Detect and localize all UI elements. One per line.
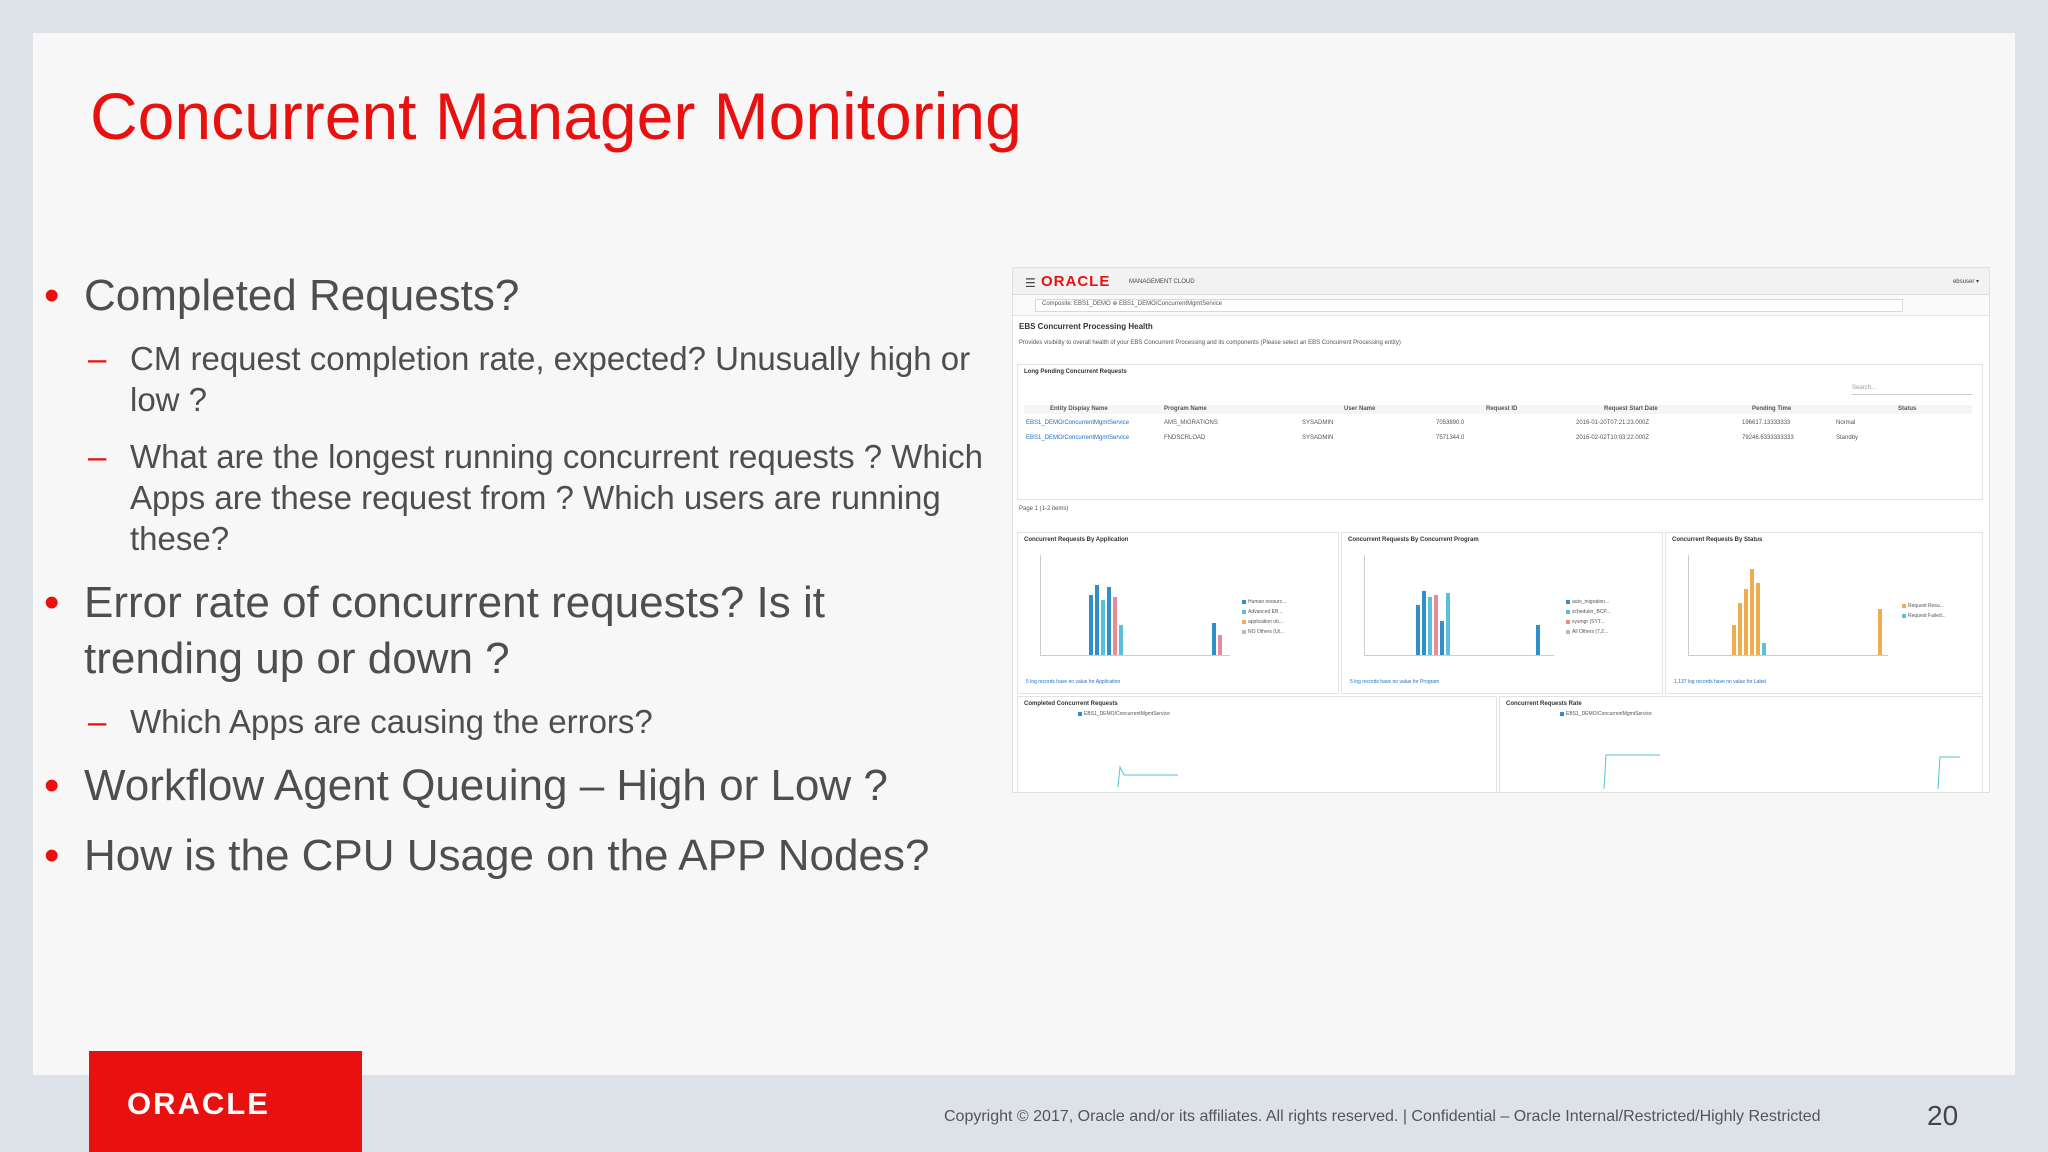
sub-bullet-longest-running: – What are the longest running concurrent requests ? Which Apps are these request from ? Which users are running these?	[44, 436, 984, 559]
user-menu[interactable]: ebsuser ▾	[1952, 279, 1979, 285]
legend-item: NO Others (Ut...	[1242, 629, 1284, 635]
app-topbar	[1013, 268, 1989, 295]
chart-note[interactable]: 5 log records have no value for Application	[1026, 679, 1121, 685]
slide-title: Concurrent Manager Monitoring	[90, 79, 1022, 153]
long-pending-title: Long Pending Concurrent Requests	[1024, 369, 1127, 375]
column-header[interactable]: User Name	[1344, 406, 1376, 412]
oracle-logo-text: ORACLE	[127, 1086, 270, 1121]
oracle-logo-small: ORACLE	[1041, 273, 1111, 290]
pagination[interactable]: Page 1 (1-2 items)	[1019, 506, 1069, 512]
panel-title: Concurrent Requests Rate	[1506, 701, 1582, 707]
bar	[1212, 623, 1216, 655]
bar	[1446, 593, 1450, 655]
bar	[1113, 597, 1117, 655]
legend-item: Request Resu...	[1902, 603, 1944, 609]
table-cell: 2016-01-20T07:21:23.000Z	[1576, 420, 1650, 426]
chart-note[interactable]: 1,137 log records have no value for Label	[1674, 679, 1767, 685]
legend-item: sysmgr (SYT...	[1566, 619, 1605, 625]
chart-note[interactable]: 5 log records have no value for Program	[1350, 679, 1440, 685]
legend-item: All Others (7,2...	[1566, 629, 1608, 635]
bar	[1422, 591, 1426, 655]
chart-panel-program	[1341, 532, 1663, 694]
column-header[interactable]: Request Start Date	[1604, 406, 1658, 412]
y-axis	[1688, 555, 1689, 655]
bar	[1218, 635, 1222, 655]
bar	[1536, 625, 1540, 655]
table-cell: 79246.6333333333	[1742, 435, 1794, 441]
bar	[1756, 583, 1760, 655]
table-cell[interactable]: EBS1_DEMO/ConcurrentMgmtService	[1026, 435, 1130, 441]
bar-group	[1692, 555, 1888, 655]
filter-bar	[1013, 295, 1989, 316]
bar	[1095, 585, 1099, 655]
panel-title: Completed Concurrent Requests	[1024, 701, 1118, 707]
y-axis	[1364, 555, 1365, 655]
copyright-notice: Copyright © 2017, Oracle and/or its affiliates. All rights reserved. | Confidential – Oracle Internal/Restricted/Highly Restricted	[944, 1108, 1821, 1125]
column-header[interactable]: Entity Display Name	[1050, 406, 1108, 412]
line-chart	[1520, 747, 1970, 791]
requests-rate-panel	[1499, 696, 1983, 793]
table-row[interactable]	[1024, 434, 1972, 444]
bar	[1428, 597, 1432, 655]
chart-panel-status	[1665, 532, 1983, 694]
bar	[1434, 595, 1438, 655]
table-cell: Standby	[1836, 435, 1859, 441]
legend-item: application ob...	[1242, 619, 1283, 625]
bar	[1738, 603, 1742, 655]
dashboard-description: Provides visibility to overall health of your EBS Concurrent Processing and its components (Please select an EBS Concurrent Processing entity)	[1019, 340, 1401, 346]
entity-filter-input[interactable]: Composite: EBS1_DEMO ⊕ EBS1_DEMO/ConcurrentMgmtService	[1035, 299, 1903, 312]
bullet-error-rate: • Error rate of concurrent requests? Is it trending up or down ?	[44, 575, 984, 687]
search-input[interactable]: Search...	[1852, 385, 1972, 395]
legend-item: auto_migration...	[1566, 599, 1609, 605]
bar	[1732, 625, 1736, 655]
x-axis	[1040, 655, 1230, 656]
column-header[interactable]: Pending Time	[1752, 406, 1792, 412]
column-header[interactable]: Status	[1898, 406, 1917, 412]
table-cell: 7053890.0	[1436, 420, 1465, 426]
legend-item: Human resourc...	[1242, 599, 1286, 605]
chart-title: Concurrent Requests By Application	[1024, 537, 1129, 543]
x-axis	[1688, 655, 1888, 656]
bullet-workflow-queuing: • Workflow Agent Queuing – High or Low ?	[44, 758, 984, 814]
chart-title: Concurrent Requests By Status	[1672, 537, 1763, 543]
y-axis	[1040, 555, 1041, 655]
column-header[interactable]: Request ID	[1486, 406, 1518, 412]
page-number: 20	[1927, 1100, 1959, 1131]
bar	[1762, 643, 1766, 655]
bar	[1750, 569, 1754, 655]
table-cell: 2016-02-02T10:03:22.000Z	[1576, 435, 1650, 441]
bar	[1878, 609, 1882, 655]
bar	[1119, 625, 1123, 655]
sub-bullet-apps-errors: – Which Apps are causing the errors?	[44, 701, 984, 742]
sub-bullet-completion-rate: – CM request completion rate, expected? Unusually high or low ?	[44, 338, 984, 420]
bullet-cpu-usage: • How is the CPU Usage on the APP Nodes?	[44, 828, 984, 884]
completed-requests-panel	[1017, 696, 1497, 793]
table-cell: 196617.13333333	[1742, 420, 1791, 426]
table-cell: AMS_MIGRATIONS	[1164, 420, 1218, 426]
bar	[1107, 587, 1111, 655]
table-cell: SYSADMIN	[1302, 435, 1334, 441]
bullet-list	[44, 268, 984, 898]
table-cell: Normal	[1836, 420, 1856, 426]
dashboard-screenshot	[1012, 267, 1990, 793]
table-header	[1024, 405, 1972, 414]
bar-group	[1044, 555, 1230, 655]
bar-group	[1368, 555, 1554, 655]
legend-item: Advanced EB...	[1242, 609, 1282, 615]
column-header[interactable]: Program Name	[1164, 406, 1207, 412]
long-pending-panel	[1017, 364, 1983, 500]
bullet-completed-requests: • Completed Requests?	[44, 268, 984, 324]
bar	[1744, 589, 1748, 655]
oracle-logo	[89, 1051, 362, 1152]
product-name: MANAGEMENT CLOUD	[1129, 279, 1195, 285]
menu-icon[interactable]: ☰	[1025, 276, 1036, 290]
table-row[interactable]	[1024, 419, 1972, 429]
table-cell[interactable]: EBS1_DEMO/ConcurrentMgmtService	[1026, 420, 1130, 426]
table-cell: 7571344.0	[1436, 435, 1465, 441]
bar	[1416, 605, 1420, 655]
line-chart	[1038, 747, 1478, 791]
legend-item: EBS1_DEMO/ConcurrentMgmtService	[1560, 711, 1652, 717]
legend-item: scheduler_BCP...	[1566, 609, 1610, 615]
x-axis	[1364, 655, 1554, 656]
table-cell: FNDSCRLOAD	[1164, 435, 1206, 441]
table-cell: SYSADMIN	[1302, 420, 1334, 426]
bar	[1101, 600, 1105, 655]
legend-item: Request Failed...	[1902, 613, 1946, 619]
chart-title: Concurrent Requests By Concurrent Program	[1348, 537, 1479, 543]
bar	[1440, 621, 1444, 655]
bar	[1089, 595, 1093, 655]
chart-panel-application	[1017, 532, 1339, 694]
dashboard-title: EBS Concurrent Processing Health	[1019, 322, 1153, 331]
legend-item: EBS1_DEMO/ConcurrentMgmtService	[1078, 711, 1170, 717]
